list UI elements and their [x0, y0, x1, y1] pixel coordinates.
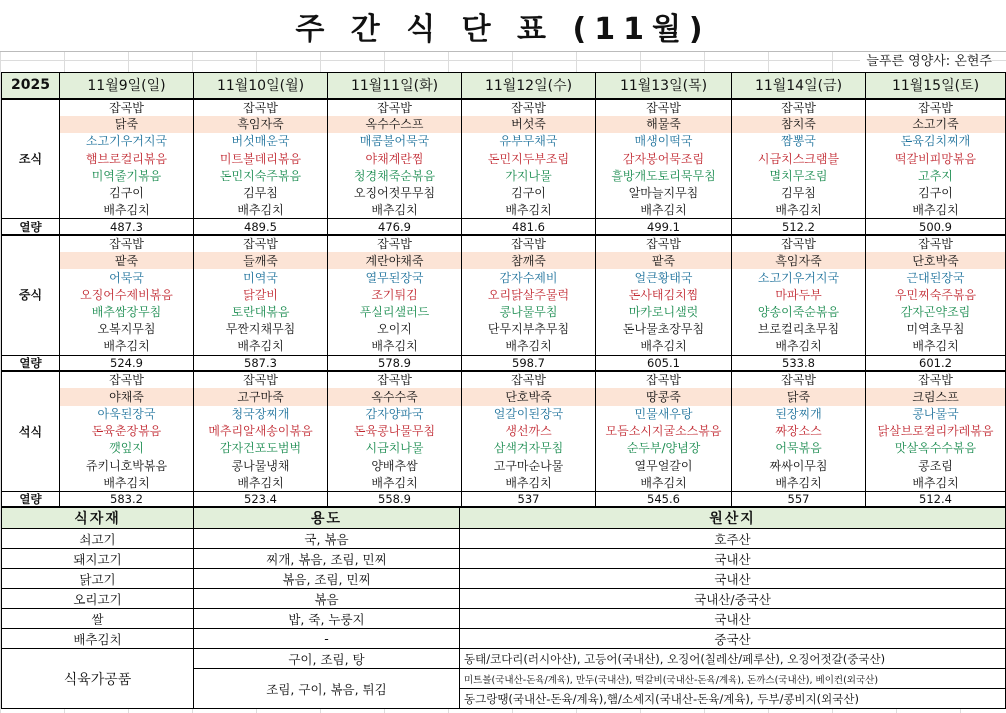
menu-item-cell[interactable]: 돈육콩나물무침 — [328, 423, 462, 440]
menu-item-cell[interactable]: 흑임자죽 — [732, 252, 866, 269]
menu-item-cell[interactable]: 야채죽 — [60, 388, 194, 405]
menu-item-cell[interactable]: 어묵볶음 — [732, 440, 866, 457]
menu-item-cell[interactable]: 가지나물 — [462, 167, 596, 184]
menu-item-cell[interactable]: 무짠지채무침 — [194, 321, 328, 338]
menu-row — [2, 286, 1006, 303]
menu-item-cell[interactable]: 잡곡밥 — [866, 99, 1006, 116]
menu-item-cell[interactable]: 잡곡밥 — [732, 99, 866, 116]
menu-row — [2, 99, 1006, 116]
menu-item-cell[interactable]: 잡곡밥 — [328, 99, 462, 116]
menu-item-cell[interactable]: 배추김치 — [732, 474, 866, 491]
menu-item-cell[interactable]: 오징어젓무무침 — [328, 184, 462, 201]
menu-item-cell[interactable]: 배추김치 — [596, 474, 732, 491]
day-header-cell[interactable]: 11월10일(월) — [194, 73, 328, 99]
origin-use-cell[interactable]: 조림, 구이, 볶음, 튀김 — [194, 669, 460, 709]
menu-item-cell[interactable]: 오징어수제비볶음 — [60, 286, 194, 303]
menu-item-cell[interactable]: 옥수수스프 — [328, 116, 462, 133]
calorie-label-cell[interactable]: 열량 — [2, 219, 60, 235]
calorie-value-cell[interactable]: 545.6 — [596, 491, 732, 507]
menu-item-cell[interactable]: 메추리알새송이볶음 — [194, 423, 328, 440]
menu-item-cell[interactable]: 버섯매운국 — [194, 133, 328, 150]
calorie-value-cell[interactable]: 500.9 — [866, 219, 1006, 235]
origin-header-row — [2, 508, 1006, 529]
calorie-value-cell[interactable]: 558.9 — [328, 491, 462, 507]
menu-item-cell[interactable]: 맛살옥수수볶음 — [866, 440, 1006, 457]
menu-item-cell[interactable]: 순두부/양념장 — [596, 440, 732, 457]
day-header-cell[interactable]: 11월15일(토) — [866, 73, 1006, 99]
origin-use-cell[interactable]: 구이, 조림, 탕 — [194, 649, 460, 669]
day-header-cell[interactable]: 11월14일(금) — [732, 73, 866, 99]
day-header-cell[interactable]: 11월11일(화) — [328, 73, 462, 99]
menu-item-cell[interactable]: 흘방개도토리묵무침 — [596, 167, 732, 184]
menu-item-cell[interactable]: 근대된장국 — [866, 269, 1006, 286]
menu-item-cell[interactable]: 배추쌈장무침 — [60, 304, 194, 321]
origin-row — [2, 529, 1006, 549]
origin-cell[interactable]: 국내산 — [460, 549, 1006, 569]
menu-item-cell[interactable]: 콩조림 — [866, 457, 1006, 474]
menu-item-cell[interactable]: 열무된장국 — [328, 269, 462, 286]
calorie-value-cell[interactable]: 523.4 — [194, 491, 328, 507]
calorie-value-cell[interactable]: 583.2 — [60, 491, 194, 507]
page-title: 주 간 식 단 표 (11월) — [0, 0, 1006, 52]
menu-item-cell[interactable]: 잡곡밥 — [328, 235, 462, 252]
menu-item-cell[interactable]: 떡갈비피망볶음 — [866, 150, 1006, 167]
origin-source-cell[interactable]: 동그랑땡(국내산-돈육/계육),햄/소세지(국내산-돈육/계육), 두부/콩비지(외국산) — [460, 689, 1006, 709]
menu-item-cell[interactable]: 배추김치 — [462, 202, 596, 219]
calorie-value-cell[interactable]: 481.6 — [462, 219, 596, 235]
menu-item-cell[interactable]: 김무침 — [732, 184, 866, 201]
year-cell[interactable]: 2025 — [2, 73, 60, 99]
menu-item-cell[interactable]: 시금치스크램블 — [732, 150, 866, 167]
menu-item-cell[interactable]: 참깨죽 — [462, 252, 596, 269]
menu-item-cell[interactable]: 오리닭살주물럭 — [462, 286, 596, 303]
menu-item-cell[interactable]: 소고기우거지국 — [732, 269, 866, 286]
menu-item-cell[interactable]: 팥죽 — [596, 252, 732, 269]
calorie-label-cell[interactable]: 열량 — [2, 355, 60, 371]
menu-row — [2, 457, 1006, 474]
calorie-value-cell[interactable]: 512.2 — [732, 219, 866, 235]
menu-item-cell[interactable]: 김구이 — [866, 184, 1006, 201]
menu-row — [2, 116, 1006, 133]
menu-item-cell[interactable]: 소고기우거지국 — [60, 133, 194, 150]
menu-item-cell[interactable]: 참치죽 — [732, 116, 866, 133]
menu-item-cell[interactable]: 단호박죽 — [462, 388, 596, 405]
menu-item-cell[interactable]: 단호박죽 — [866, 252, 1006, 269]
calorie-label-cell[interactable]: 열량 — [2, 491, 60, 507]
menu-item-cell[interactable]: 양송이죽순볶음 — [732, 304, 866, 321]
menu-item-cell[interactable]: 배추김치 — [596, 338, 732, 355]
menu-row — [2, 184, 1006, 201]
menu-row — [2, 371, 1006, 388]
menu-item-cell[interactable]: 미역줄기볶음 — [60, 167, 194, 184]
menu-item-cell[interactable]: 조기튀김 — [328, 286, 462, 303]
menu-item-cell[interactable]: 감자수제비 — [462, 269, 596, 286]
calorie-value-cell[interactable]: 499.1 — [596, 219, 732, 235]
menu-row — [2, 321, 1006, 338]
menu-item-cell[interactable]: 마카로니샐럿 — [596, 304, 732, 321]
origin-cell[interactable]: - — [194, 629, 460, 649]
menu-item-cell[interactable]: 팥죽 — [60, 252, 194, 269]
menu-item-cell[interactable]: 어묵국 — [60, 269, 194, 286]
menu-item-cell[interactable]: 배추김치 — [194, 474, 328, 491]
menu-item-cell[interactable]: 감자건포도범벅 — [194, 440, 328, 457]
menu-item-cell[interactable]: 땅콩죽 — [596, 388, 732, 405]
meal-label-cell[interactable]: 조식 — [2, 99, 60, 219]
menu-item-cell[interactable]: 잡곡밥 — [596, 235, 732, 252]
menu-row — [2, 252, 1006, 269]
origin-row — [2, 569, 1006, 589]
menu-item-cell[interactable]: 매콤불어묵국 — [328, 133, 462, 150]
menu-item-cell[interactable]: 시금치나물 — [328, 440, 462, 457]
menu-item-cell[interactable]: 감자봉어묵조림 — [596, 150, 732, 167]
menu-item-cell[interactable]: 잡곡밥 — [732, 235, 866, 252]
origin-source-cell[interactable]: 동태/코다리(러시아산), 고등어(국내산), 오징어(칠레산/페루산), 오징어젓갈(중국산) — [460, 649, 1006, 669]
menu-item-cell[interactable]: 들깨죽 — [194, 252, 328, 269]
origin-cell[interactable]: 국, 볶음 — [194, 529, 460, 549]
origin-cell[interactable]: 배추김치 — [2, 629, 194, 649]
menu-item-cell[interactable]: 잡곡밥 — [60, 99, 194, 116]
menu-row — [2, 269, 1006, 286]
menu-item-cell[interactable]: 감자양파국 — [328, 406, 462, 423]
menu-item-cell[interactable]: 돈민지두부조림 — [462, 150, 596, 167]
menu-item-cell[interactable]: 소고기죽 — [866, 116, 1006, 133]
menu-item-cell[interactable]: 마파두부 — [732, 286, 866, 303]
menu-item-cell[interactable]: 콩나물무침 — [462, 304, 596, 321]
menu-item-cell[interactable]: 배추김치 — [462, 338, 596, 355]
menu-item-cell[interactable]: 고추지 — [866, 167, 1006, 184]
menu-row — [2, 406, 1006, 423]
menu-item-cell[interactable]: 잡곡밥 — [462, 99, 596, 116]
menu-row — [2, 388, 1006, 405]
meal-label-cell[interactable]: 중식 — [2, 235, 60, 355]
menu-row — [2, 423, 1006, 440]
menu-item-cell[interactable]: 흑임자죽 — [194, 116, 328, 133]
menu-item-cell[interactable]: 얼갈이된장국 — [462, 406, 596, 423]
origin-header-cell[interactable]: 원산지 — [460, 508, 1006, 529]
calorie-value-cell[interactable]: 601.2 — [866, 355, 1006, 371]
origin-cell[interactable]: 찌개, 볶음, 조림, 민찌 — [194, 549, 460, 569]
menu-item-cell[interactable]: 배추김치 — [328, 338, 462, 355]
menu-row — [2, 202, 1006, 219]
day-header-cell[interactable]: 11월12일(수) — [462, 73, 596, 99]
menu-item-cell[interactable]: 멸치무조림 — [732, 167, 866, 184]
menu-item-cell[interactable]: 콩나물냉채 — [194, 457, 328, 474]
processed-label-cell[interactable]: 식육가공품 — [2, 649, 194, 709]
menu-item-cell[interactable]: 잡곡밥 — [866, 371, 1006, 388]
menu-item-cell[interactable]: 배추김치 — [866, 474, 1006, 491]
menu-item-cell[interactable]: 모듬소시지굴소스볶음 — [596, 423, 732, 440]
menu-item-cell[interactable]: 햄브로컬리볶음 — [60, 150, 194, 167]
menu-row — [2, 440, 1006, 457]
menu-item-cell[interactable]: 고구마죽 — [194, 388, 328, 405]
origin-cell[interactable]: 호주산 — [460, 529, 1006, 549]
menu-row — [2, 235, 1006, 252]
calorie-row — [2, 491, 1006, 507]
menu-item-cell[interactable]: 알마늘지무침 — [596, 184, 732, 201]
menu-item-cell[interactable]: 닭죽 — [732, 388, 866, 405]
menu-item-cell[interactable]: 브로컬리초무침 — [732, 321, 866, 338]
origin-cell[interactable]: 오리고기 — [2, 589, 194, 609]
origin-row — [2, 629, 1006, 649]
menu-item-cell[interactable]: 해물죽 — [596, 116, 732, 133]
menu-row — [2, 474, 1006, 491]
origin-cell[interactable]: 국내산 — [460, 569, 1006, 589]
calorie-value-cell[interactable]: 598.7 — [462, 355, 596, 371]
origin-cell[interactable]: 쇠고기 — [2, 529, 194, 549]
origin-row — [2, 609, 1006, 629]
menu-item-cell[interactable]: 청국장찌개 — [194, 406, 328, 423]
origin-row — [2, 589, 1006, 609]
menu-item-cell[interactable]: 미역초무침 — [866, 321, 1006, 338]
calorie-value-cell[interactable]: 476.9 — [328, 219, 462, 235]
day-header-cell[interactable]: 11월9일(일) — [60, 73, 194, 99]
menu-item-cell[interactable]: 된장찌개 — [732, 406, 866, 423]
menu-row — [2, 150, 1006, 167]
menu-item-cell[interactable]: 김구이 — [462, 184, 596, 201]
menu-item-cell[interactable]: 생선까스 — [462, 423, 596, 440]
menu-item-cell[interactable]: 잡곡밥 — [462, 235, 596, 252]
calorie-value-cell[interactable]: 557 — [732, 491, 866, 507]
menu-item-cell[interactable]: 오복지무침 — [60, 321, 194, 338]
origin-cell[interactable]: 쌀 — [2, 609, 194, 629]
menu-item-cell[interactable]: 고구마순나물 — [462, 457, 596, 474]
menu-item-cell[interactable]: 얼큰황태국 — [596, 269, 732, 286]
calorie-row — [2, 219, 1006, 235]
menu-item-cell[interactable]: 토란대볶음 — [194, 304, 328, 321]
calorie-value-cell[interactable]: 512.4 — [866, 491, 1006, 507]
menu-item-cell[interactable]: 배추김치 — [866, 202, 1006, 219]
menu-item-cell[interactable]: 단무지부추무침 — [462, 321, 596, 338]
origin-cell[interactable]: 돼지고기 — [2, 549, 194, 569]
origin-cell[interactable]: 밥, 죽, 누룽지 — [194, 609, 460, 629]
menu-item-cell[interactable]: 배추김치 — [732, 202, 866, 219]
menu-item-cell[interactable]: 배추김치 — [60, 474, 194, 491]
menu-item-cell[interactable]: 미역국 — [194, 269, 328, 286]
menu-row — [2, 338, 1006, 355]
menu-item-cell[interactable]: 잡곡밥 — [462, 371, 596, 388]
menu-item-cell[interactable]: 버섯죽 — [462, 116, 596, 133]
calorie-value-cell[interactable]: 489.5 — [194, 219, 328, 235]
origin-row — [2, 549, 1006, 569]
menu-item-cell[interactable]: 돈나물초장무침 — [596, 321, 732, 338]
menu-item-cell[interactable]: 닭살브로컬리카레볶음 — [866, 423, 1006, 440]
origin-row — [2, 649, 1006, 669]
menu-item-cell[interactable]: 잡곡밥 — [194, 99, 328, 116]
origin-table — [1, 507, 1006, 709]
menu-row — [2, 133, 1006, 150]
menu-item-cell[interactable]: 배추김치 — [60, 202, 194, 219]
menu-item-cell[interactable]: 잡곡밥 — [60, 235, 194, 252]
menu-item-cell[interactable]: 유부무채국 — [462, 133, 596, 150]
menu-item-cell[interactable]: 콩나물국 — [866, 406, 1006, 423]
menu-item-cell[interactable]: 잡곡밥 — [732, 371, 866, 388]
menu-item-cell[interactable]: 짜싸이무침 — [732, 457, 866, 474]
origin-cell[interactable]: 볶음, 조림, 민찌 — [194, 569, 460, 589]
menu-item-cell[interactable]: 돈육춘장볶음 — [60, 423, 194, 440]
day-header-cell[interactable]: 11월13일(목) — [596, 73, 732, 99]
menu-item-cell[interactable]: 양배추쌈 — [328, 457, 462, 474]
day-header-row — [2, 73, 1006, 99]
weekly-menu-table — [1, 72, 1006, 508]
menu-item-cell[interactable]: 잡곡밥 — [866, 235, 1006, 252]
calorie-value-cell[interactable]: 578.9 — [328, 355, 462, 371]
calorie-value-cell[interactable]: 587.3 — [194, 355, 328, 371]
calorie-value-cell[interactable]: 605.1 — [596, 355, 732, 371]
menu-item-cell[interactable]: 배추김치 — [194, 202, 328, 219]
menu-item-cell[interactable]: 배추김치 — [194, 338, 328, 355]
menu-item-cell[interactable]: 쥬키니호박볶음 — [60, 457, 194, 474]
menu-item-cell[interactable]: 매생이떡국 — [596, 133, 732, 150]
origin-cell[interactable]: 국내산/중국산 — [460, 589, 1006, 609]
calorie-value-cell[interactable]: 524.9 — [60, 355, 194, 371]
menu-item-cell[interactable]: 배추김치 — [596, 202, 732, 219]
menu-row — [2, 167, 1006, 184]
calorie-value-cell[interactable]: 533.8 — [732, 355, 866, 371]
menu-item-cell[interactable]: 민물새우탕 — [596, 406, 732, 423]
menu-item-cell[interactable]: 청경채죽순볶음 — [328, 167, 462, 184]
menu-item-cell[interactable]: 잡곡밥 — [596, 99, 732, 116]
menu-item-cell[interactable]: 돈사태김치찜 — [596, 286, 732, 303]
menu-item-cell[interactable]: 감자곤약조림 — [866, 304, 1006, 321]
calorie-value-cell[interactable]: 537 — [462, 491, 596, 507]
menu-item-cell[interactable]: 푸실리샐러드 — [328, 304, 462, 321]
menu-item-cell[interactable]: 짜장소스 — [732, 423, 866, 440]
origin-cell[interactable]: 중국산 — [460, 629, 1006, 649]
origin-cell[interactable]: 볶음 — [194, 589, 460, 609]
menu-item-cell[interactable]: 김무침 — [194, 184, 328, 201]
menu-item-cell[interactable]: 오이지 — [328, 321, 462, 338]
calorie-value-cell[interactable]: 487.3 — [60, 219, 194, 235]
origin-cell[interactable]: 국내산 — [460, 609, 1006, 629]
menu-item-cell[interactable]: 짬뽕국 — [732, 133, 866, 150]
meal-label-cell[interactable]: 석식 — [2, 371, 60, 491]
menu-item-cell[interactable]: 삼색겨자무침 — [462, 440, 596, 457]
menu-item-cell[interactable]: 옥수수죽 — [328, 388, 462, 405]
menu-row — [2, 304, 1006, 321]
menu-item-cell[interactable]: 배추김치 — [328, 202, 462, 219]
menu-item-cell[interactable]: 야채계란찜 — [328, 150, 462, 167]
menu-item-cell[interactable]: 크림스프 — [866, 388, 1006, 405]
menu-item-cell[interactable]: 돈민지숙주볶음 — [194, 167, 328, 184]
menu-item-cell[interactable]: 미트볼데리볶음 — [194, 150, 328, 167]
menu-item-cell[interactable]: 배추김치 — [328, 474, 462, 491]
menu-item-cell[interactable]: 아욱된장국 — [60, 406, 194, 423]
menu-item-cell[interactable]: 배추김치 — [462, 474, 596, 491]
menu-item-cell[interactable]: 닭죽 — [60, 116, 194, 133]
menu-item-cell[interactable]: 잡곡밥 — [194, 235, 328, 252]
menu-item-cell[interactable]: 김구이 — [60, 184, 194, 201]
menu-item-cell[interactable]: 잡곡밥 — [596, 371, 732, 388]
menu-item-cell[interactable]: 배추김치 — [732, 338, 866, 355]
menu-item-cell[interactable]: 열무얼갈이 — [596, 457, 732, 474]
menu-item-cell[interactable]: 돈육김치찌개 — [866, 133, 1006, 150]
menu-item-cell[interactable]: 배추김치 — [60, 338, 194, 355]
menu-item-cell[interactable]: 배추김치 — [866, 338, 1006, 355]
menu-item-cell[interactable]: 잡곡밥 — [60, 371, 194, 388]
menu-item-cell[interactable]: 계란야채죽 — [328, 252, 462, 269]
menu-item-cell[interactable]: 닭갈비 — [194, 286, 328, 303]
origin-header-cell[interactable]: 용도 — [194, 508, 460, 529]
origin-source-cell[interactable]: 미트볼(국내산-돈육/계육), 만두(국내산), 떡갈비(국내산-돈육/계육), 돈까스(국내산), 베이컨(외국산) — [460, 669, 1006, 689]
origin-cell[interactable]: 닭고기 — [2, 569, 194, 589]
menu-item-cell[interactable]: 잡곡밥 — [328, 371, 462, 388]
calorie-row — [2, 355, 1006, 371]
menu-item-cell[interactable]: 깻잎지 — [60, 440, 194, 457]
menu-item-cell[interactable]: 잡곡밥 — [194, 371, 328, 388]
menu-item-cell[interactable]: 우민찌숙주볶음 — [866, 286, 1006, 303]
nutritionist-label: 늘푸른 영양사: 온현주 — [860, 52, 992, 72]
origin-header-cell[interactable]: 식자재 — [2, 508, 194, 529]
